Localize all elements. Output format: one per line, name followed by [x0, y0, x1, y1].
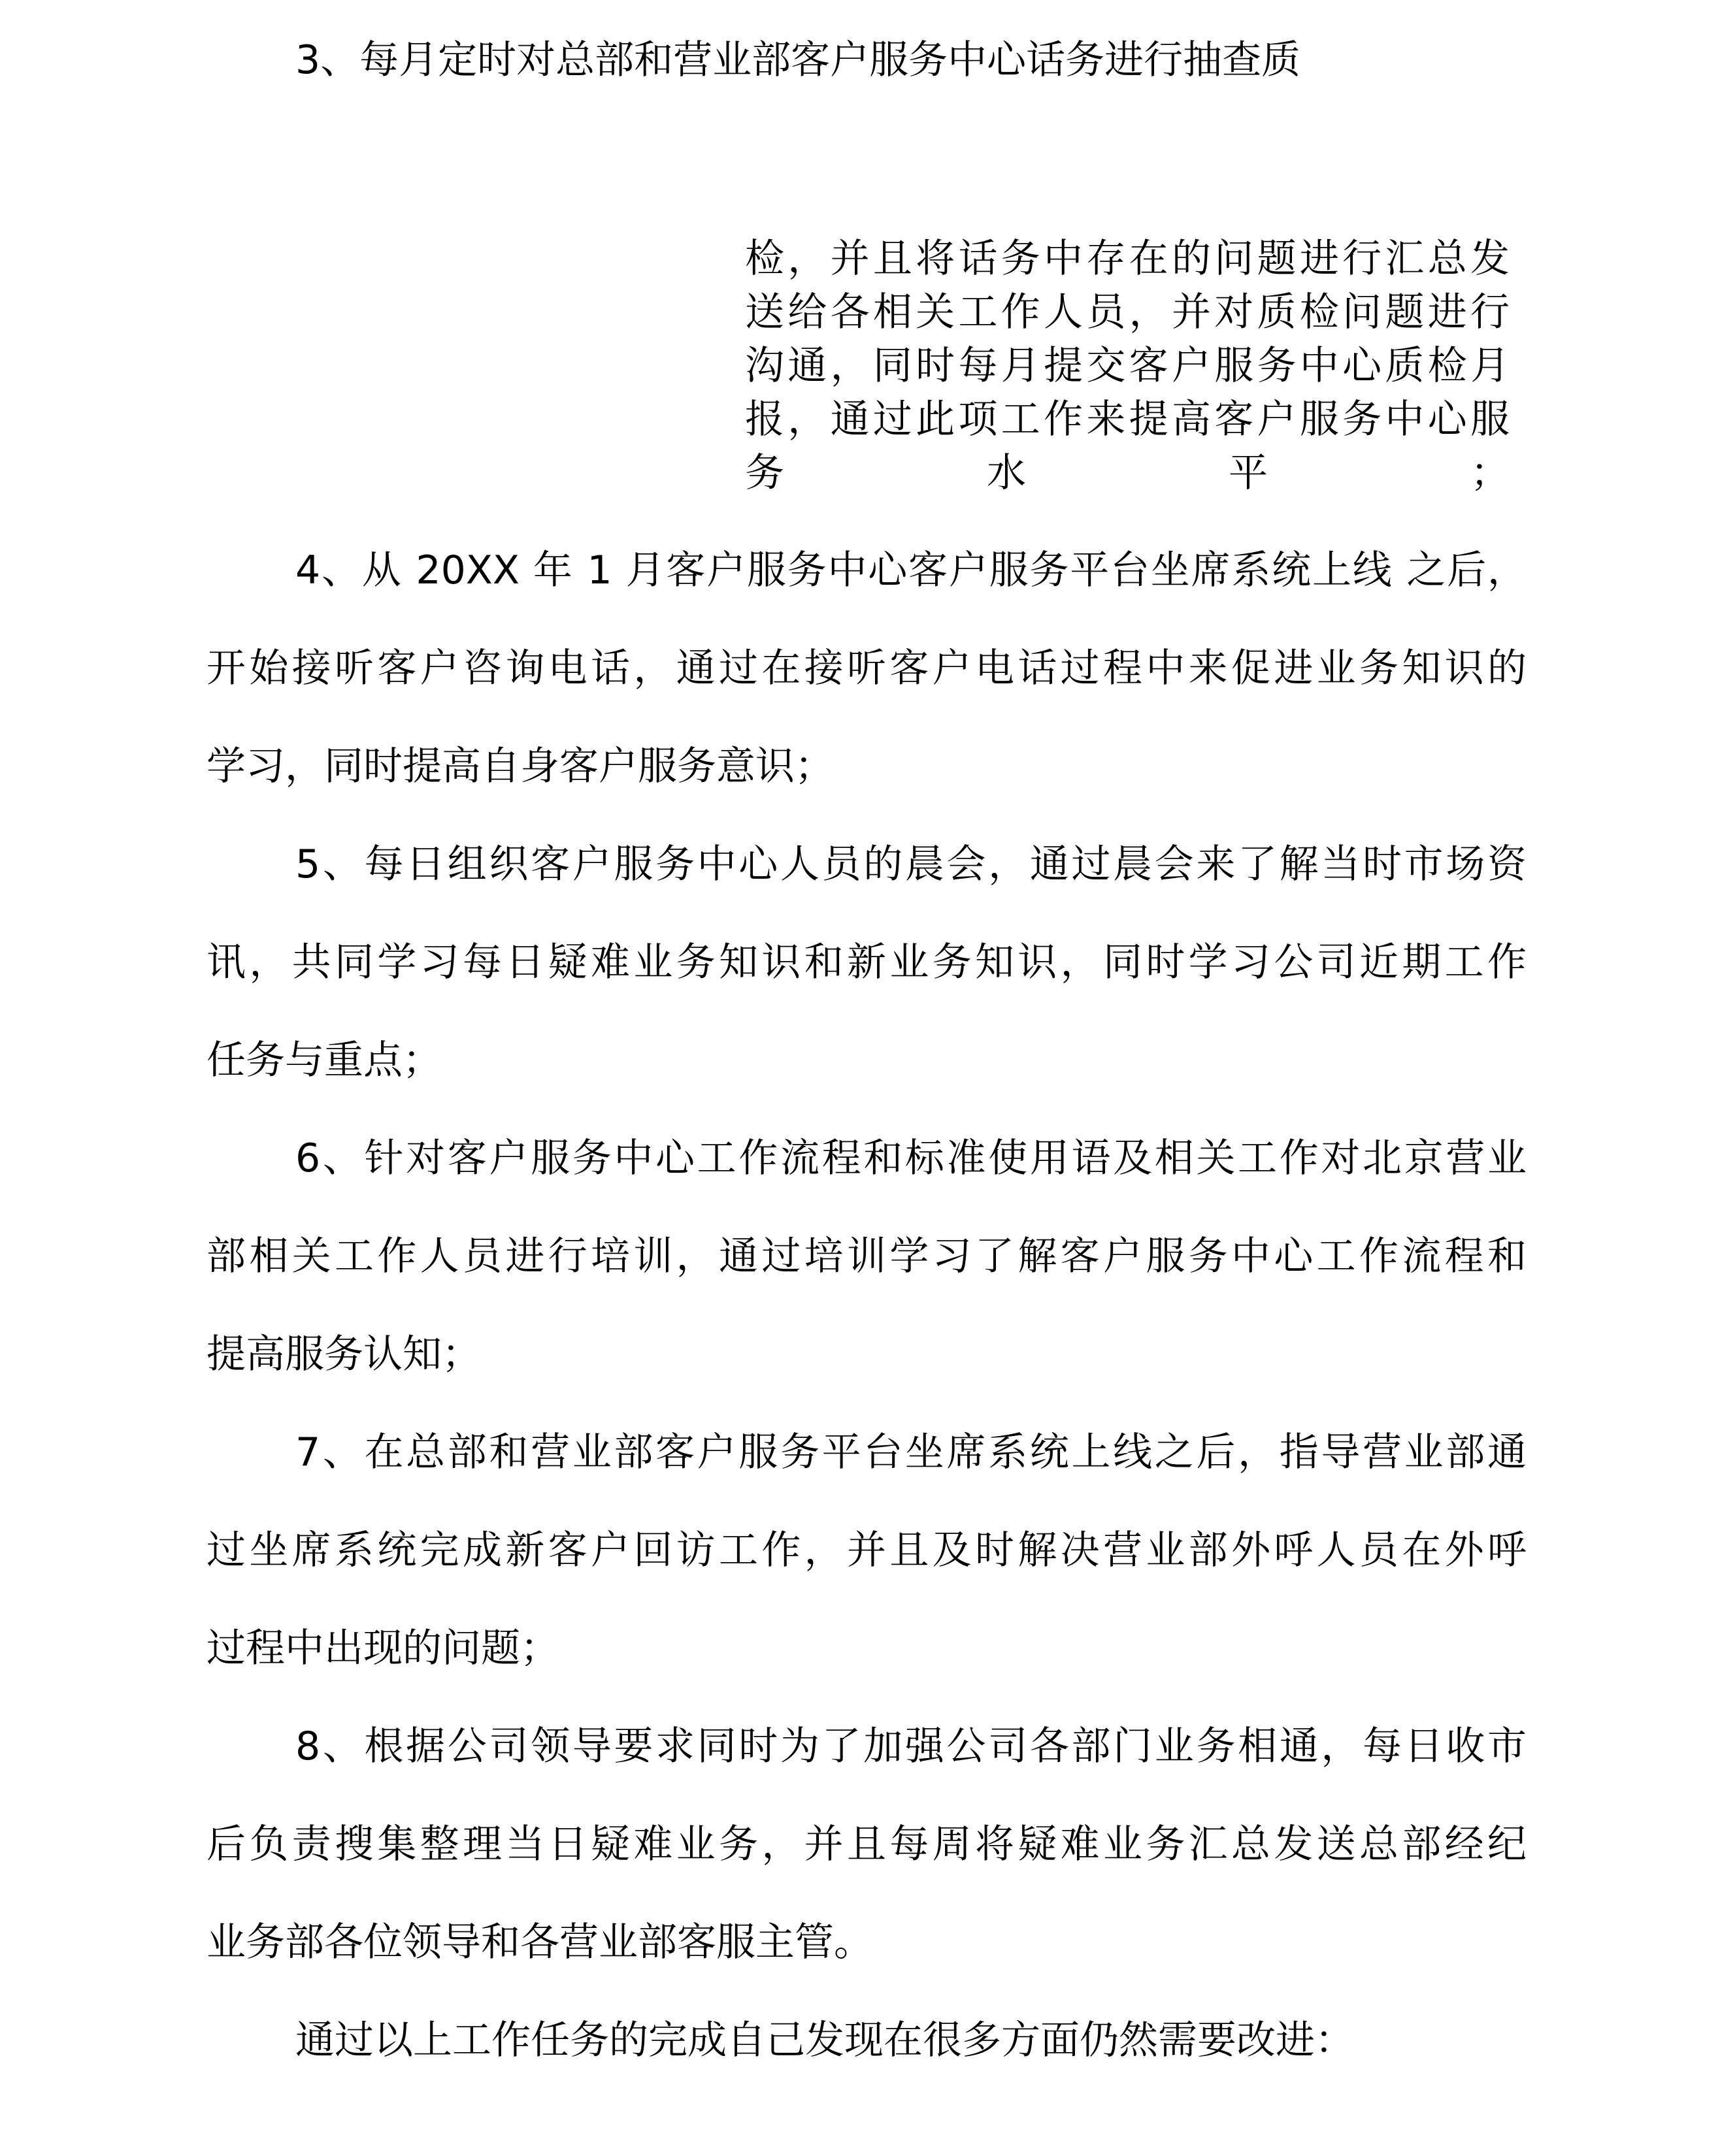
- item-5-line-2: 讯，共同学习每日疑难业务知识和新业务知识，同时学习公司近期工作: [207, 939, 1527, 985]
- item-5-line-1: 5、每日组织客户服务中心人员的晨会，通过晨会来了解当时市场资: [295, 841, 1527, 887]
- item-3-line-1: 3、每月定时对总部和营业部客户服务中心话务进行抽查质: [295, 37, 1301, 83]
- closing-paragraph: 通过以上工作任务的完成自己发现在很多方面仍然需要改进：: [295, 2017, 1354, 2063]
- item-6-line-2: 部相关工作人员进行培训，通过培训学习了解客户服务中心工作流程和: [207, 1233, 1527, 1279]
- item-8-line-1: 8、根据公司领导要求同时为了加强公司各部门业务相通，每日收市: [295, 1723, 1527, 1769]
- item-3-line-5: 报，通过此项工作来提高客户服务中心服: [745, 397, 1510, 442]
- item-7-line-2: 过坐席系统完成新客户回访工作，并且及时解决营业部外呼人员在外呼: [207, 1527, 1527, 1573]
- item-4-line-1: 4、从 20XX 年 1 月客户服务中心客户服务平台坐席系统上线 之后，: [295, 547, 1527, 593]
- item-3-line-3: 送给各相关工作人员，并对质检问题进行: [745, 289, 1510, 335]
- item-7-line-3: 过程中出现的问题；: [207, 1625, 559, 1671]
- item-5-line-3: 任务与重点；: [207, 1037, 442, 1083]
- item-6-line-1: 6、针对客户服务中心工作流程和标准使用语及相关工作对北京营业: [295, 1135, 1527, 1181]
- item-4-line-2: 开始接听客户咨询电话，通过在接听客户电话过程中来促进业务知识的: [207, 645, 1527, 691]
- item-8-line-3: 业务部各位领导和各营业部客服主管。: [207, 1919, 873, 1965]
- item-3-line-4: 沟通，同时每月提交客户服务中心质检月: [745, 343, 1510, 389]
- item-4-line-3: 学习，同时提高自身客户服务意识；: [207, 743, 834, 789]
- item-3-line-2: 检，并且将话务中存在的问题进行汇总发: [745, 236, 1510, 282]
- item-3-line-6: 务水平；: [745, 450, 1510, 496]
- item-7-line-1: 7、在总部和营业部客户服务平台坐席系统上线之后，指导营业部通: [295, 1429, 1527, 1475]
- item-6-line-3: 提高服务认知；: [207, 1331, 481, 1377]
- item-8-line-2: 后负责搜集整理当日疑难业务，并且每周将疑难业务汇总发送总部经纪: [207, 1821, 1527, 1867]
